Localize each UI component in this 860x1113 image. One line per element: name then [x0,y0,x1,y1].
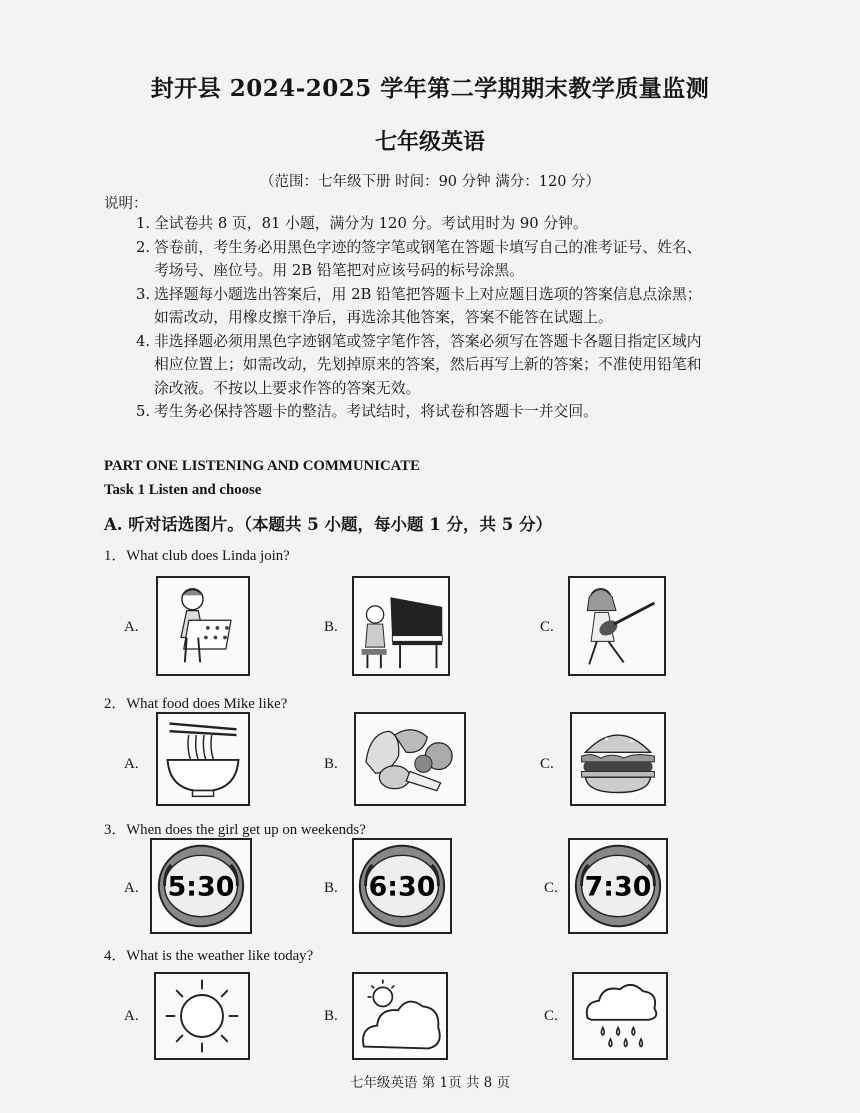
instruction-item: 5. 考生务必保持答题卡的整洁。考试结时，将试卷和答题卡一并交回。 [136,403,598,420]
alarm-clock-icon [570,840,666,932]
page-footer: 七年级英语 第 1页 共 8 页 [349,1075,511,1091]
girl-playing-guitar-icon [570,578,664,674]
option-label: C. [540,756,554,772]
partly-cloudy-icon [354,974,446,1058]
section-heading: A. 听对话选图片。（本题共 5 小题，每小题 1 分，共 5 分） [104,515,552,534]
girl-playing-chess-icon [158,578,248,674]
instructions-list [136,212,776,424]
option-clock-b[interactable] [352,838,452,934]
alarm-clock-icon [152,840,250,932]
vegetables-icon [356,714,464,804]
instruction-item-cont: 涂改液。不按以上要求作答的答案无效。 [154,379,421,397]
noodles-bowl-icon [158,714,248,804]
instruction-item-cont: 相应位置上；如需改动，先划掉原来的答案，然后再写上新的答案；不准使用铅笔和 [154,356,702,373]
instruction-item: 1. 全试卷共 8 页，81 小题，满分为 120 分。考试用时为 90 分钟。 [136,215,588,232]
instruction-item-cont: 如需改动，用橡皮擦干净后，再选涂其他答案，答案不能答在试题上。 [154,309,613,326]
exam-range: （范围：七年级下册 时间：90 分钟 满分：120 分） [259,174,601,190]
instruction-item: 4. 非选择题必须用黑色字迹钢笔或签字笔作答，答案必须写在答题卡各题目指定区域内 [136,332,702,350]
girl-playing-piano-icon [354,578,448,674]
sun-icon [156,974,248,1058]
option-clock-a[interactable] [150,838,252,934]
option-label: B. [324,880,338,896]
option-label: C. [544,1008,558,1024]
question-3: 3．When does the girl get up on weekends? [104,822,366,838]
option-label: A. [124,1008,139,1024]
option-label: C. [540,619,554,635]
question-4: 4．What is the weather like today? [104,948,314,964]
option-weather-rainy[interactable] [572,972,668,1060]
option-weather-cloudy[interactable] [352,972,448,1060]
option-image-vegetables[interactable] [354,712,466,806]
option-label: A. [124,619,139,635]
exam-subtitle: 七年级英语 [374,129,485,155]
exam-title: 封开县 2024-2025 学年第二学期期末教学质量监测 [150,75,710,102]
option-image-piano[interactable] [352,576,450,676]
option-image-guitar[interactable] [568,576,666,676]
option-image-hamburger[interactable] [570,712,666,806]
clock-time: 7:30 [584,871,652,903]
option-label: A. [124,756,139,772]
option-label: B. [324,1008,338,1024]
question-2: 2．What food does Mike like? [104,696,288,712]
alarm-clock-icon [354,840,450,932]
question-1: 1．What club does Linda join? [104,548,290,564]
option-clock-c[interactable] [568,838,668,934]
clock-time: 5:30 [167,871,235,903]
instruction-item: 3. 选择题每小题选出答案后，用 2B 铅笔把答题卡上对应题目选项的答案信息点涂黑； [136,285,702,303]
option-label: A. [124,880,139,896]
clock-time: 6:30 [368,871,436,903]
task-heading: Task 1 Listen and choose [104,482,262,498]
rain-cloud-icon [574,974,666,1058]
option-label: B. [324,756,338,772]
option-label: B. [324,619,338,635]
instruction-item: 2. 答卷前，考生务必用黑色字迹的签字笔或钢笔在答题卡填写自己的准考证号、姓名、 [136,238,702,256]
option-image-noodles[interactable] [156,712,250,806]
option-weather-sunny[interactable] [154,972,250,1060]
instructions-label: 说明： [104,196,148,212]
option-label: C. [544,880,558,896]
instruction-item-cont: 考场号、座位号。用 2B 铅笔把对应该号码的标号涂黑。 [154,262,525,279]
part-heading: PART ONE LISTENING AND COMMUNICATE [104,458,421,474]
hamburger-icon [572,714,664,804]
option-image-chess[interactable] [156,576,250,676]
